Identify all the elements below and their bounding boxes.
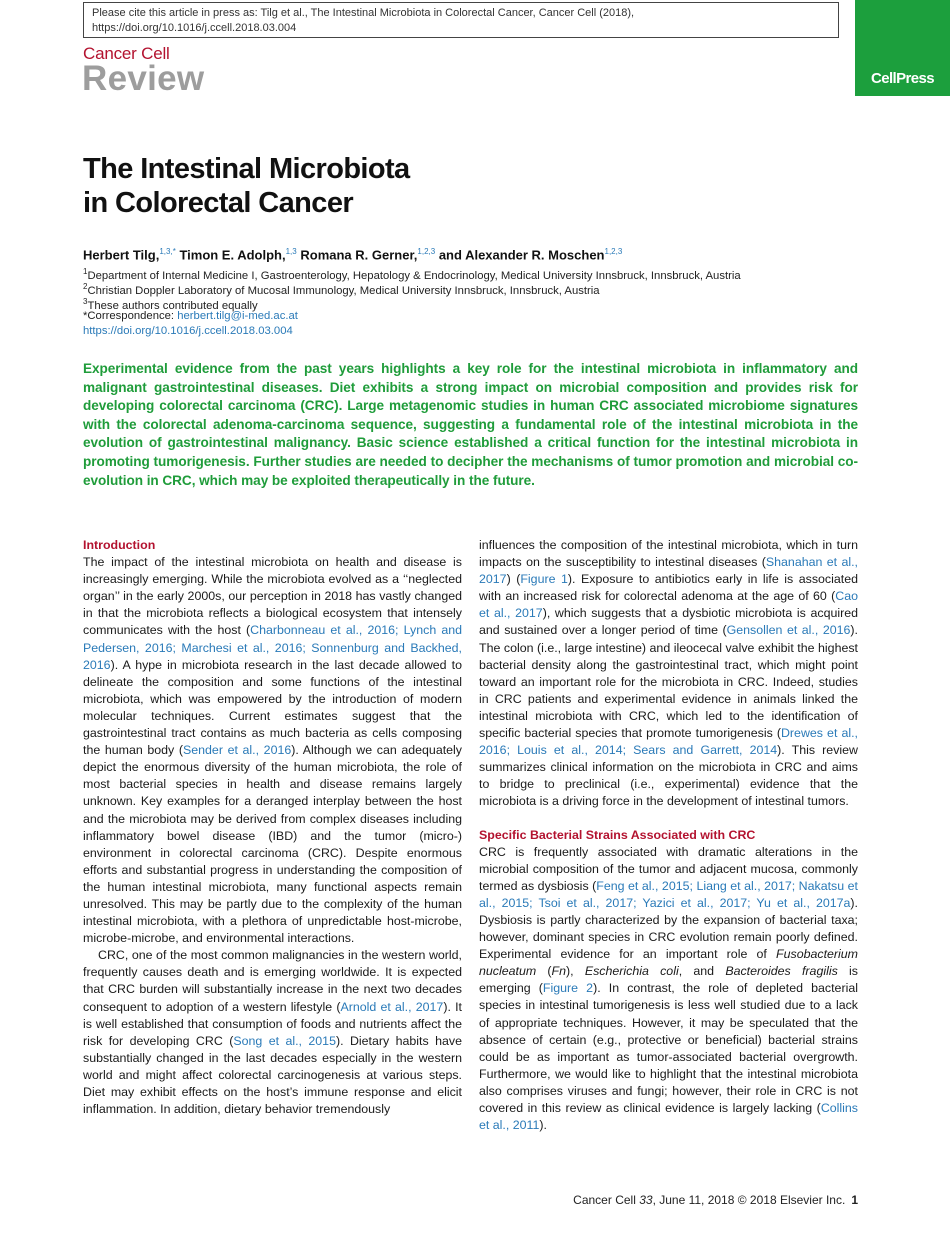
affiliation-text: Christian Doppler Laboratory of Mucosal Immunology, Medical University Innsbruck, Innsbruck, Austria — [87, 284, 600, 297]
reference-link[interactable]: Charbonneau et al., 2016; Lynch and Pedersen, 2016; Marchesi et al., 2016; Sonnenburg and Backhed, 2016 — [83, 623, 463, 672]
cellpress-logo — [855, 0, 950, 96]
body-text: is emerging ( — [479, 964, 858, 996]
body-text: ). A hype in microbiota research in the last decade allowed to delineate the composition and some functions of the intestinal microbiota, which was empowered by the introduction of modern molecular techniques. Current estimates suggest that the gastrointestinal tract contains as much bacteria as cells composing the human body ( — [83, 657, 462, 758]
section-heading-bacterial-strains: Specific Bacterial Strains Associated with CRC — [479, 827, 756, 842]
section-heading-introduction: Introduction — [83, 538, 156, 552]
article-summary: Experimental evidence from the past years highlights a key role for the intestinal microbiota in inflammatory and malignant gastrointestinal diseases. Diet exhibits a strong impact on microbial composition and provides risk for developing colorectal carcinoma (CRC). Large metagenomic studies in human CRC associated microbiome signatures with the colorectal adenoma-carcinoma sequence, suggesting a fundamental role of the intestinal microbiota in the evolution of gastrointestinal malignancy. Basic science established a critical function for the intestinal microbiota in promoting tumorigenesis. Further studies are needed to decipher the mechanisms of tumor promotion and microbial co-evolution in CRC, which may be exploited therapeutically in the future. — [83, 361, 858, 488]
footer-citation-prefix: Cancer Cell — [573, 1193, 640, 1207]
affiliation-number: 3 — [83, 297, 88, 306]
author-name: and Alexander R. Moschen — [438, 247, 605, 263]
body-text: , and — [678, 964, 726, 979]
body-column-left — [83, 537, 462, 1118]
figure-link[interactable]: Figure 2 — [542, 981, 594, 996]
body-text: The impact of the intestinal microbiota on health and disease is increasingly emerging. While the microbiota evolved as a ‘‘neglected organ’’ in the early 2000s, our perception in 2018 has vastly changed in that the microbiota reflects a biological ecosystem that intensely communicates with the host ( — [83, 555, 462, 638]
body-text: ). This review summarizes clinical information on the microbiota in CRC and aims to bridge to preclinical (i.e., experimental) evidence that the microbiota is a driving force in the development of intestinal tumors. — [479, 743, 858, 809]
article-title — [83, 152, 583, 220]
author-name: Herbert Tilg, — [83, 247, 160, 263]
body-text: ). — [539, 1118, 547, 1133]
reference-link[interactable]: Cao et al., 2017 — [479, 589, 858, 621]
affiliation-number: 1 — [83, 267, 88, 276]
body-text: ). It is well established that consumption of foods and nutrients affect the risk for developing CRC ( — [83, 999, 462, 1048]
author-name: Romana R. Gerner, — [300, 247, 418, 263]
author-list — [83, 247, 843, 262]
journal-name: Cancer Cell — [83, 44, 170, 63]
body-text: ), — [566, 964, 585, 979]
footer-volume: 33 — [639, 1193, 653, 1207]
affiliation-text: These authors contributed equally — [87, 299, 258, 312]
author-name: Timon E. Adolph, — [179, 247, 286, 263]
body-text: CRC, one of the most common malignancies in the western world, frequently causes death and is emerging worldwide. It is expected that CRC burden will substantially increase in the next two decades consequent to adoption of a western lifestyle ( — [83, 948, 462, 1014]
figure-link[interactable]: Figure 1 — [520, 572, 568, 587]
species-abbreviation: Fn — [551, 964, 567, 979]
species-name: Bacteroides fragilis — [725, 964, 838, 979]
correspondence — [83, 309, 863, 324]
citation-notice — [83, 2, 839, 38]
body-text: ( — [536, 964, 552, 979]
body-text: ). In contrast, the role of depleted bacterial species in intestinal tumorigenesis is less well studied due to a lack of appropriate techniques. However, it may be speculated that the absence of certain (e.g., protective or beneficial) bacterial strains could be as important as tumor-associated bacterial overgrowth. Furthermore, we would like to highlight that the intestinal microbiota also comprises viruses and fungi; however, their role in CRC is not covered in this review as clinical evidence is largely lacking ( — [479, 981, 858, 1115]
body-paragraph — [479, 537, 858, 811]
article-title-line-2: in Colorectal Cancer — [83, 187, 354, 219]
reference-link[interactable]: Drewes et al., 2016; Louis et al., 2014; Sears and Garrett, 2014 — [479, 726, 858, 758]
reference-link[interactable]: Arnold et al., 2017 — [340, 999, 444, 1014]
species-name: Escherichia coli — [584, 964, 679, 979]
reference-link[interactable]: Feng et al., 2015; Liang et al., 2017; Nakatsu et al., 2015; Tsoi et al., 2017; Yazici et al., 2017; Yu et al., 2017a — [479, 878, 858, 910]
body-paragraph — [479, 844, 858, 1135]
reference-link[interactable]: Song et al., 2015 — [233, 1033, 336, 1048]
doi-link[interactable]: https://doi.org/10.1016/j.ccell.2018.03.004 — [83, 325, 293, 337]
species-name: Fusobacterium nucleatum — [479, 947, 858, 979]
reference-link[interactable]: Shanahan et al., 2017 — [479, 555, 858, 587]
cellpress-logo-text: CellPress — [871, 70, 934, 87]
reference-link[interactable]: Sender et al., 2016 — [182, 743, 292, 758]
doi-line — [83, 324, 863, 339]
section-type: Review — [82, 59, 205, 98]
author-affiliation-marker: 1,2,3 — [417, 247, 436, 256]
reference-link[interactable]: Gensollen et al., 2016 — [726, 623, 851, 638]
body-text: ), which suggests that a dysbiotic microbiota is acquired and sustained over a longer period of time ( — [479, 606, 859, 638]
body-text: CRC is frequently associated with dramatic alterations in the microbial composition of the tumor and adjacent mucosa, commonly termed as dysbiosis ( — [479, 844, 858, 893]
author-affiliation-marker: 1,3,* — [159, 247, 176, 256]
correspondence-label: *Correspondence: — [83, 310, 178, 322]
page-number: 1 — [851, 1193, 858, 1207]
body-text: ) ( — [506, 572, 521, 587]
affiliation-number: 2 — [83, 282, 88, 291]
body-text: ). Dysbiosis is partly characterized by the expansion of bacterial taxa; however, dominant species in CRC evolution remain poorly defined. Experimental evidence for an important role of — [479, 895, 858, 962]
correspondence-email-link[interactable]: herbert.tilg@i-med.ac.at — [177, 310, 298, 322]
body-column-right — [479, 537, 858, 1134]
affiliation-text: Department of Internal Medicine I, Gastroenterology, Hepatology & Endocrinology, Medical University Innsbruck, Innsbruck, Austria — [87, 269, 741, 282]
body-paragraph — [83, 554, 462, 947]
footer-citation-suffix: , June 11, 2018 © 2018 Elsevier Inc. — [652, 1193, 846, 1207]
body-text: ). Although we can adequately depict the enormous diversity of the human microbiota, the role of most bacterial species in health and disease remains largely unknown. Key examples for a deranged interplay between the host and the microbiota may be derived from complex diseases including inflammatory bowel disease (IBD) and the tumor (micro-) environment in colorectal carcinoma (CRC). Despite enormous efforts and substantial progress in understanding the composition of the human intestinal microbiota, many functional aspects remain unresolved. This may be partly due to the complexity of the human intestinal microbiota, with a plethora of unpredictable host-microbe, microbe-microbe, and environmental interactions. — [83, 743, 462, 946]
article-title-line-1: The Intestinal Microbiota — [83, 153, 410, 185]
reference-link[interactable]: Collins et al., 2011 — [479, 1101, 858, 1133]
body-text: ). Dietary habits have substantially changed in the last decades especially in the western world and might affect colorectal carcinogenesis at various steps. Diet may exhibit effects on the host’s immune response and elicit inflammation. In addition, dietary behavior tremendously — [83, 1033, 462, 1117]
author-affiliation-marker: 1,3 — [285, 247, 297, 256]
body-paragraph — [83, 947, 462, 1118]
page-footer — [548, 1193, 858, 1207]
body-text: ). The colon (i.e., large intestine) and ileocecal valve exhibit the highest bacterial density along the gastrointestinal tract, which might point toward an important role for the microbiota in CRC. Indeed, studies in CRC patients and experimental evidence in animals linked the intestinal microbiota with CRC, which led to the identification of specific bacterial species that promote tumorigenesis ( — [479, 623, 858, 741]
body-text: ). Exposure to antibiotics early in life is associated with an increased risk for colorectal adenoma at the age of 60 ( — [479, 572, 858, 604]
citation-notice-text: Please cite this article in press as: Tilg et al., The Intestinal Microbiota in Colorectal Cancer, Cancer Cell (2018), https://doi.org/10.1016/j.ccell.2018.03.004 — [92, 7, 635, 34]
body-text: influences the composition of the intestinal microbiota, which in turn impacts on the susceptibility to intestinal diseases ( — [479, 538, 858, 570]
author-affiliation-marker: 1,2,3 — [604, 247, 623, 256]
